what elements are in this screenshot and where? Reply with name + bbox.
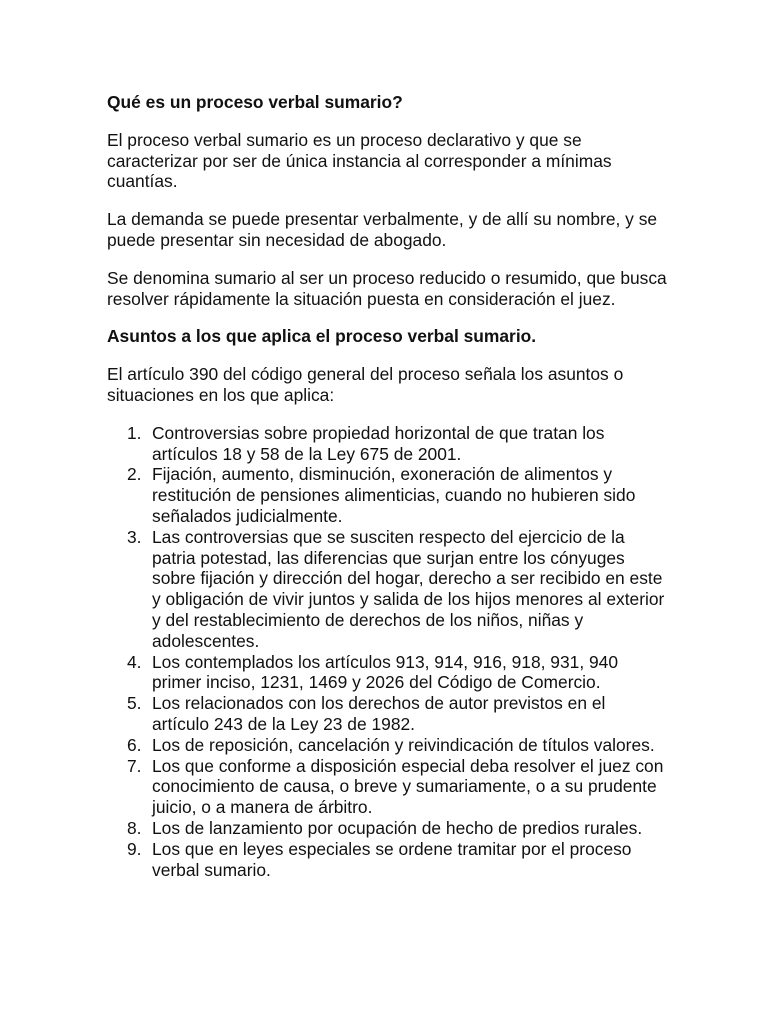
heading-applicable-matters: Asuntos a los que aplica el proceso verbal sumario.	[107, 326, 537, 347]
list-item	[107, 735, 667, 756]
list-item-text: Los que en leyes especiales se ordene tramitar por el proceso verbal sumario.	[152, 838, 632, 880]
list-item	[107, 839, 667, 881]
document-page	[107, 92, 667, 880]
list-item-text: Los que conforme a disposición especial deba resolver el juez con conocimiento de causa, o breve y sumariamente, o a su prudente juicio, o a manera de árbitro.	[152, 755, 664, 818]
list-item-text: Las controversias que se susciten respecto del ejercicio de la patria potestad, las diferencias que surjan entre los cónyuges sobre fijación y dirección del hogar, derecho a ser recibido en este y obligación de vivir juntos y salida de los hijos menores al exterior y del restablecimiento de derechos de los niños, niñas y adolescentes.	[152, 526, 665, 651]
paragraph-demand: La demanda se puede presentar verbalmente, y de allí su nombre, y se puede presentar sin necesidad de abogado.	[107, 209, 658, 250]
list-item	[107, 756, 667, 818]
paragraph-definition: El proceso verbal sumario es un proceso declarativo y que se caracterizar por ser de única instancia al corresponder a mínimas cuantías.	[107, 129, 612, 192]
list-item-text: Los contemplados los artículos 913, 914, 916, 918, 931, 940 primer inciso, 1231, 1469 y 2026 del Código de Comercio.	[152, 651, 619, 693]
heading-what-is: Qué es un proceso verbal sumario?	[107, 92, 403, 112]
list-item-number: 4.	[127, 651, 142, 672]
matters-list	[107, 423, 667, 881]
list-item-number: 7.	[127, 755, 142, 776]
paragraph-summary-name: Se denomina sumario al ser un proceso reducido o resumido, que busca resolver rápidamente la situación puesta en consideración el juez.	[107, 267, 667, 309]
list-item-number: 2.	[127, 464, 142, 485]
list-item	[107, 818, 667, 839]
list-item-number: 5.	[127, 693, 142, 714]
list-item	[107, 527, 667, 652]
list-item-text: Controversias sobre propiedad horizontal de que tratan los artículos 18 y 58 de la Ley 675 de 2001.	[152, 422, 605, 464]
list-item-number: 8.	[127, 817, 142, 838]
list-item-number: 3.	[127, 526, 142, 547]
list-item-text: Los de reposición, cancelación y reivindicación de títulos valores.	[152, 734, 655, 755]
list-item	[107, 423, 667, 465]
list-item-text: Los de lanzamiento por ocupación de hecho de predios rurales.	[152, 817, 643, 838]
list-item	[107, 652, 667, 694]
list-item	[107, 464, 667, 526]
list-item-text: Los relacionados con los derechos de autor previstos en el artículo 243 de la Ley 23 de 1982.	[152, 693, 606, 734]
paragraph-article-390: El artículo 390 del código general del proceso señala los asuntos o situaciones en los que aplica:	[107, 364, 624, 405]
list-item	[107, 693, 667, 735]
list-item-number: 6.	[127, 734, 142, 755]
list-item-text: Fijación, aumento, disminución, exoneración de alimentos y restitución de pensiones alimenticias, cuando no hubieren sido señalados judicialmente.	[152, 464, 636, 526]
list-item-number: 9.	[127, 838, 142, 859]
list-item-number: 1.	[127, 422, 142, 443]
